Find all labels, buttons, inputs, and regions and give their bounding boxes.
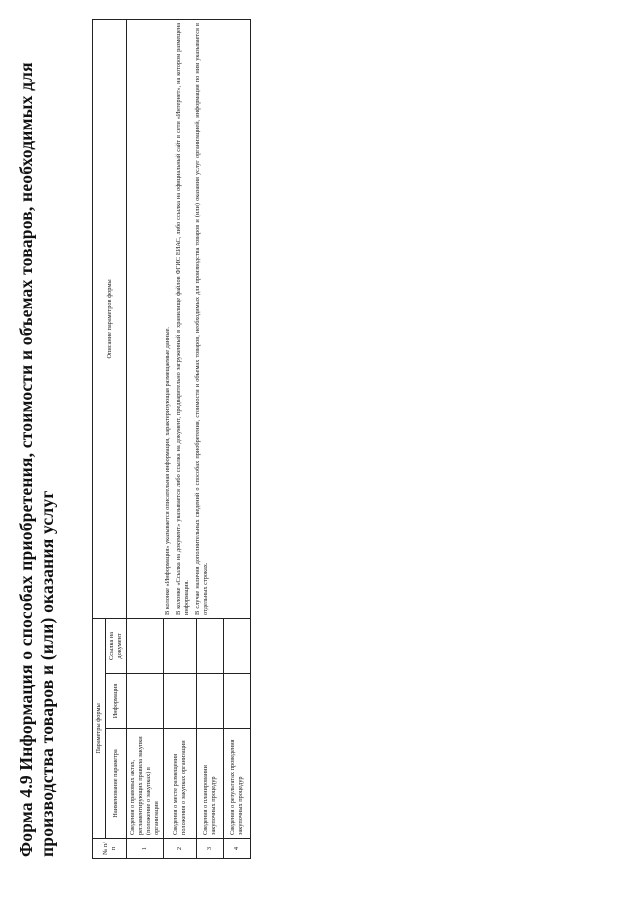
row-info [164,674,197,729]
row-num: 1 [127,839,164,859]
description-paragraph: В колонке «Информация» указывается описательная информация, характеризующая размещаемые данные. [164,327,171,615]
row-link [127,618,164,673]
row-num: 4 [224,839,251,859]
row-name: Сведения о правовых актах, регламентирующих правила закупки (положение о закупках) в организации [127,729,164,839]
header-link: Ссылка на документ [106,618,127,673]
row-name: Сведения о планировании закупочных процедур [197,729,224,839]
row-link [164,618,197,673]
row-name: Сведения о месте размещения положения о закупках организации [164,729,197,839]
description-cell [127,20,251,619]
row-info [127,674,164,729]
row-num: 2 [164,839,197,859]
header-row-1 [93,20,106,859]
row-info [224,674,251,729]
header-info: Информация [106,674,127,729]
row-name: Сведения о результатах проведения закупочных процедур [224,729,251,839]
header-name: Наименование параметра [106,729,127,839]
row-link [197,618,224,673]
form-table [92,19,251,859]
header-num: № п/п [93,839,127,859]
table-row [127,20,164,859]
description-paragraph: В колонке «Ссылка на документ» указывается либо ссылка на документ, предварительно загруженный в хранилище файлов ФГИС ЕИАС, либо ссылка на официальный сайт в сети «Интернет», на котором размещена информация. [175,23,190,615]
description-paragraph: В случае наличия дополнительных сведений о способах приобретения, стоимости и объемах товаров, необходимых для производства товаров и (или) оказания услуг организацией, информация по ним указывается в отдельных строках. [194,23,209,615]
header-description: Описание параметров формы [93,20,127,619]
row-link [224,618,251,673]
row-num: 3 [197,839,224,859]
header-params-group: Параметры формы [93,618,106,838]
row-info [197,674,224,729]
page-title: Форма 4.9 Информация о способах приобретения, стоимости и объемах товаров, необходимых для производства товаров и (или) оказания услуг [16,62,57,857]
